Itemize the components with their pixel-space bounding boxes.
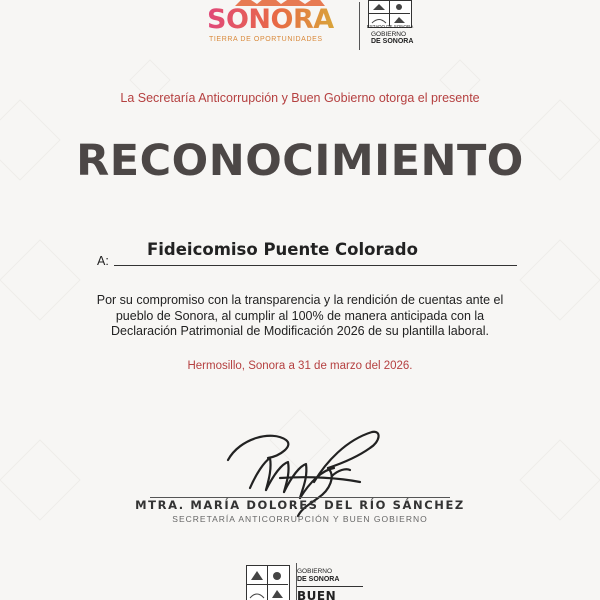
state-crest-label: ESTADO DE SONORA [366, 24, 414, 29]
footer-gov-line-2: DE SONORA [297, 575, 340, 583]
header-logos [205, 0, 420, 56]
recipient-name: Fideicomiso Puente Colorado [147, 240, 418, 259]
body-line-3: Declaración Patrimonial de Modificación 2026 de su plantilla laboral. [111, 324, 489, 338]
footer-government-name [297, 568, 339, 583]
recipient-underline [114, 265, 517, 266]
gov-line-2: DE SONORA [371, 38, 414, 45]
government-name [371, 31, 413, 45]
certificate-title: RECONOCIMIENTO [76, 136, 524, 186]
recipient-label: A: [97, 254, 109, 268]
signatory-office: SECRETARÍA ANTICORRUPCIÓN Y BUEN GOBIERNO [172, 514, 428, 524]
body-line-1: Por su compromiso con la transparencia y la rendición de cuentas ante el [96, 293, 504, 307]
footer-rule [297, 586, 363, 587]
gov-line-1: GOBIERNO [371, 31, 407, 38]
footer-crest-icon [246, 565, 290, 600]
signatory-name: MTRA. MARÍA DOLORES DEL RÍO SÁNCHEZ [135, 498, 465, 512]
recognition-body [70, 293, 530, 340]
body-line-2: pueblo de Sonora, al cumplir al 100% de manera anticipada con la [115, 308, 485, 323]
footer-buen-gobierno: BUEN [297, 589, 337, 600]
brand-wordmark: SONORA [207, 4, 334, 35]
footer-logos [244, 563, 444, 600]
brand-tagline: TIERRA DE OPORTUNIDADES [209, 36, 323, 43]
sonora-brand-logo [207, 0, 355, 52]
logo-divider [359, 2, 360, 50]
footer-gov-line-1: GOBIERNO [297, 568, 333, 575]
place-and-date: Hermosillo, Sonora a 31 de marzo del 2026. [187, 360, 413, 372]
intro-text: La Secretaría Anticorrupción y Buen Gobierno otorga el presente [120, 91, 480, 105]
